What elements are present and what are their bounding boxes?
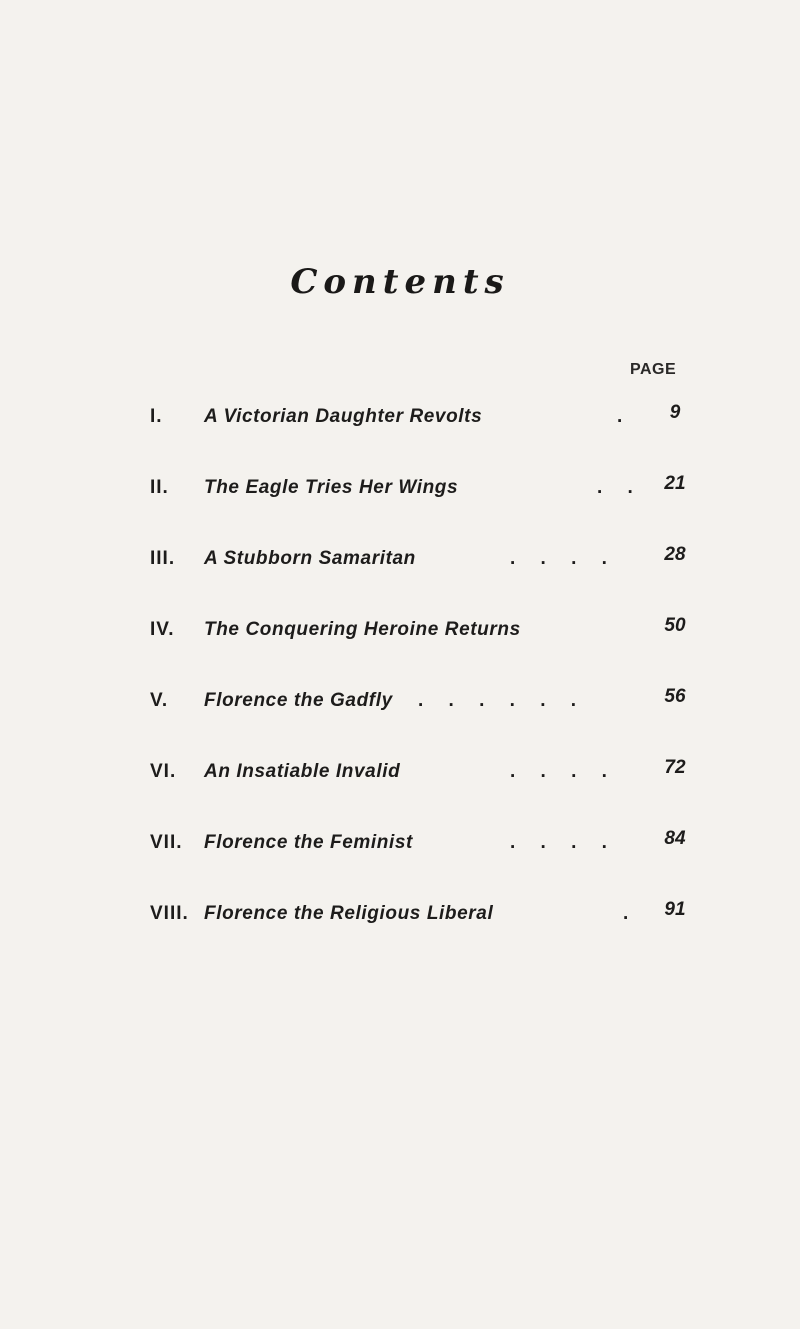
dot-leader: . xyxy=(623,903,639,924)
chapter-numeral: VIII. xyxy=(150,903,189,924)
chapter-title[interactable]: Florence the Gadfly xyxy=(204,690,393,711)
dot-leader: . . xyxy=(597,477,643,498)
page-number: 28 xyxy=(664,544,686,565)
page-number: 21 xyxy=(664,473,686,494)
dot-leader: . xyxy=(617,406,633,427)
toc-entry[interactable] xyxy=(0,899,800,933)
toc-entry[interactable] xyxy=(0,402,800,436)
chapter-numeral: II. xyxy=(150,477,169,498)
page-number: 50 xyxy=(664,615,686,636)
page-number: 9 xyxy=(669,402,681,423)
toc-entry[interactable] xyxy=(0,828,800,862)
dot-leader: . . . . . . xyxy=(418,690,587,711)
chapter-title[interactable]: Florence the Feminist xyxy=(204,832,413,853)
page-number: 91 xyxy=(664,899,686,920)
page-title: Contents xyxy=(290,262,510,302)
toc-entry[interactable] xyxy=(0,757,800,791)
dot-leader: . . . . xyxy=(510,548,617,569)
chapter-title[interactable]: A Victorian Daughter Revolts xyxy=(204,406,483,427)
chapter-title[interactable]: An Insatiable Invalid xyxy=(204,761,401,782)
toc-entry[interactable] xyxy=(0,686,800,720)
page-number: 72 xyxy=(664,757,686,778)
toc-entry[interactable] xyxy=(0,544,800,578)
toc-entry[interactable] xyxy=(0,473,800,507)
chapter-numeral: IV. xyxy=(150,619,175,640)
chapter-title[interactable]: Florence the Religious Liberal xyxy=(204,903,494,924)
chapter-title[interactable]: The Eagle Tries Her Wings xyxy=(204,477,459,498)
dot-leader: . . . . xyxy=(510,761,617,782)
chapter-numeral: V. xyxy=(150,690,169,711)
toc-entry[interactable] xyxy=(0,615,800,649)
chapter-title[interactable]: The Conquering Heroine Returns xyxy=(204,619,521,640)
chapter-numeral: I. xyxy=(150,406,163,427)
dot-leader: . . . . xyxy=(510,832,617,853)
chapter-numeral: III. xyxy=(150,548,176,569)
chapter-numeral: VII. xyxy=(150,832,183,853)
page-number: 84 xyxy=(664,828,686,849)
page-column-header: PAGE xyxy=(630,361,677,378)
page-number: 56 xyxy=(664,686,686,707)
chapter-title[interactable]: A Stubborn Samaritan xyxy=(204,548,416,569)
chapter-numeral: VI. xyxy=(150,761,177,782)
